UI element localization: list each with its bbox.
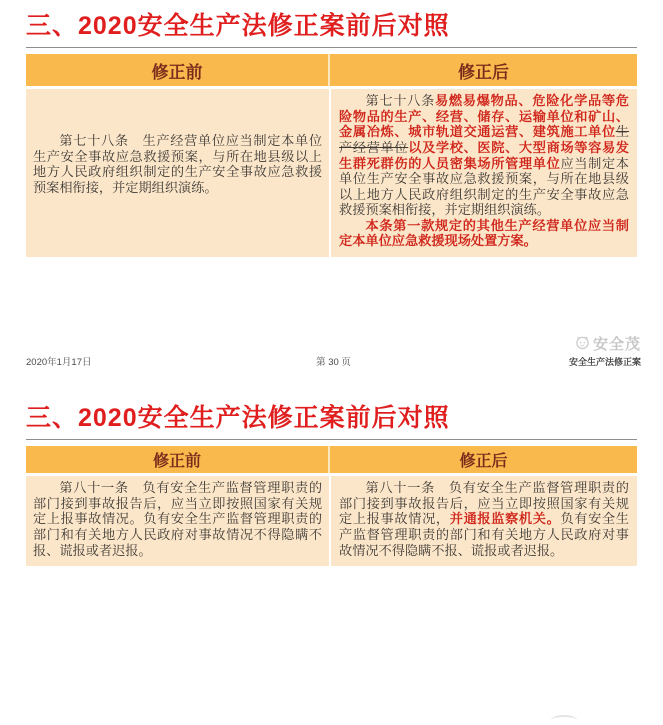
slide-2-content [0, 392, 663, 566]
brand-watermark [569, 333, 641, 368]
added-text-2: 以及学校、医院、大型商场等容易发生群死群伤的人员密集场所管理单位 [339, 139, 629, 171]
added-text: 并通报监察机关。 [449, 511, 561, 527]
brand-mascot-icon [575, 335, 590, 353]
slide-title: 三、2020安全生产法修正案前后对照 [26, 404, 450, 432]
brand-name: 安全茂 [592, 336, 641, 353]
added-text-1: 易燃易爆物品、危险化学品等危险物品的生产、经营、储存、运输单位和矿山、金属冶炼、城市轨道交通运营、建筑施工单位 [339, 93, 629, 140]
comparison-table [26, 54, 637, 257]
unchanged-text-1: 第八十一条 负有安全生产监督管理职责的部门接到事故报告后，应当立即按照国家有关规定上报事故情况， [339, 480, 629, 527]
brand-row [575, 333, 641, 354]
table-header-row [26, 446, 637, 473]
after-paragraph-1 [339, 93, 629, 218]
unchanged-text-2: 负有安全生产监督管理职责的部门和有关地方人民政府对事故情况不得隐瞒不报、谎报或者迟报。 [339, 511, 629, 558]
table-body-row [26, 476, 637, 566]
before-paragraph: 第七十八条 生产经营单位应当制定本单位生产安全事故应急救援预案，与所在地县级以上地方人民政府组织制定的生产安全事故应急救援预案相衔接，并定期组织演练。 [33, 133, 323, 195]
title-divider [26, 439, 637, 440]
added-paragraph: 本条第一款规定的其他生产经营单位应当制定本单位应急救援现场处置方案。 [339, 217, 629, 249]
slide-1-content [0, 0, 663, 257]
footer-date: 2020年1月17日 [26, 357, 92, 368]
partial-brand-watermark [551, 715, 577, 725]
article-number: 第七十八条 [365, 93, 435, 109]
after-paragraph [339, 480, 629, 558]
deleted-text: 生产经营单位 [339, 124, 629, 155]
footer-page-number: 第 30 页 [316, 357, 351, 368]
brand-caption: 安全生产法修正案 [568, 357, 641, 367]
slide-title: 三、2020安全生产法修正案前后对照 [26, 12, 450, 40]
before-cell [26, 476, 329, 566]
slide-footer [26, 333, 641, 368]
after-paragraph-2 [339, 218, 629, 249]
before-cell [26, 89, 329, 257]
header-before: 修正前 [153, 453, 202, 471]
after-cell [329, 89, 637, 257]
comparison-table [26, 446, 637, 566]
before-paragraph: 第八十一条 负有安全生产监督管理职责的部门接到事故报告后，应当立即按照国家有关规定上报事故情况。负有安全生产监督管理职责的部门和有关地方人民政府对事故情况不得隐瞒不报、谎报或者迟报。 [33, 480, 323, 558]
header-after: 修正后 [328, 446, 637, 473]
header-after: 修正后 [328, 54, 637, 86]
header-before: 修正前 [151, 62, 203, 82]
title-divider [26, 47, 637, 48]
after-cell [329, 476, 637, 566]
slide-2 [0, 392, 663, 722]
unchanged-text: 应当制定本单位生产安全事故应急救援预案，与所在地县级以上地方人民政府组织制定的生产安全事故应急救援预案相衔接，并定期组织演练。 [339, 155, 629, 218]
table-body-row [26, 89, 637, 257]
table-header-row [26, 54, 637, 86]
